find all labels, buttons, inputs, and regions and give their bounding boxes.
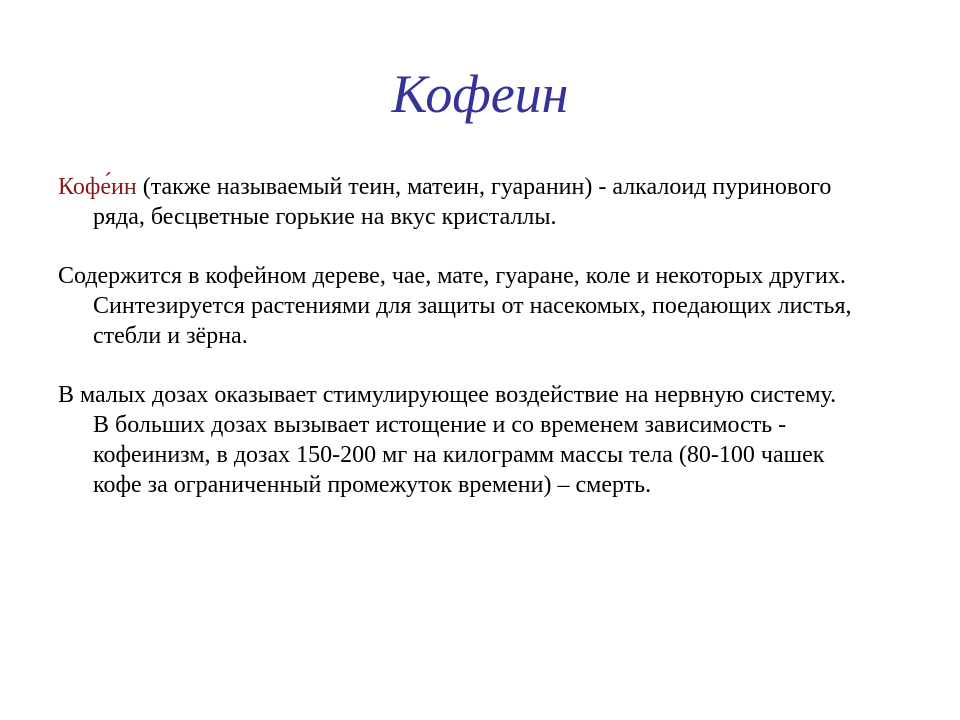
paragraph-sources-text: Содержится в кофейном дереве, чае, мате, гуаране, коле и некоторых других. Синтезируется растениями для защиты от насекомых, поедающих листья, стебли и зёрна.	[58, 263, 852, 349]
slide-title: Кофеин	[391, 64, 569, 124]
slide-body	[58, 172, 858, 529]
paragraph-effects-text: В малых дозах оказывает стимулирующее воздействие на нервную систему. В больших дозах вызывает истощение и со временем зависимость - кофеинизм, в дозах 150-200 мг на килограмм массы тела (80-100 чашек кофе за ограниченный промежуток времени) – смерть.	[58, 382, 837, 498]
paragraph-definition	[58, 172, 858, 232]
paragraph-definition-text: (также называемый теин, матеин, гуаранин) - алкалоид пуринового ряда, бесцветные горькие на вкус кристаллы.	[93, 174, 832, 230]
paragraph-sources	[58, 261, 858, 351]
paragraph-effects	[58, 380, 858, 500]
term-caffeine-link[interactable]: Кофе́ин	[58, 174, 137, 200]
